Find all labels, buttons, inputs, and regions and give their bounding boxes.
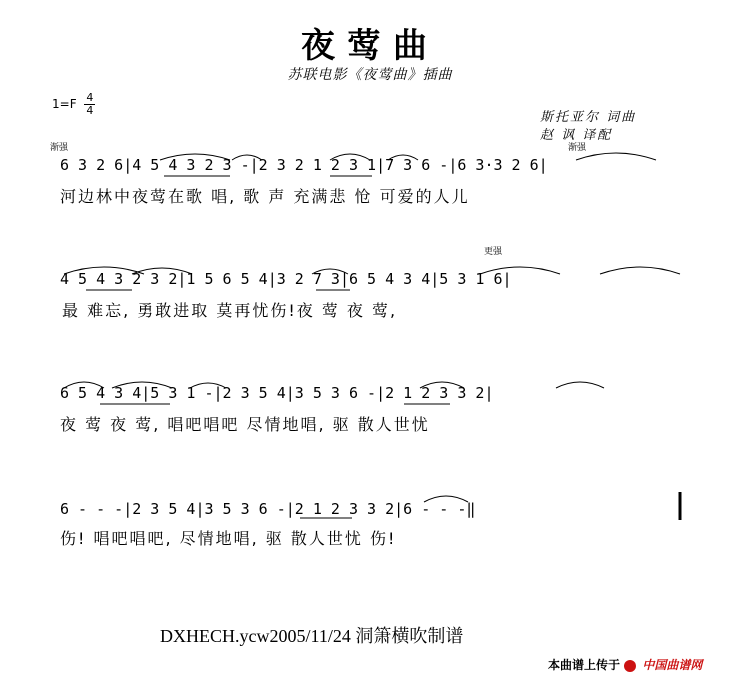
notation-line-2: 4 5 4 3 2 3 2|1 5 6 5 4|3 2 7 3|6 5 4 3 4|5 3 1 6| (60, 270, 512, 288)
score-title: 夜莺曲 (301, 26, 439, 66)
crescendo-mark-1: 渐强 (50, 143, 69, 153)
composer-credit: 斯托亚尔 词曲 (540, 110, 637, 125)
key-label: 1=F (52, 97, 77, 111)
time-bottom: 4 (86, 104, 94, 117)
score-subtitle: 苏联电影《夜莺曲》插曲 (287, 67, 453, 83)
lyrics-line-3: 夜 莺 夜 莺, 唱吧唱吧 尽情地唱, 驱 散人世忧 (60, 415, 430, 434)
translator-credit: 赵 讽 译配 (540, 128, 613, 143)
upload-prefix: 本曲谱上传于 (548, 658, 621, 672)
stronger-mark: 更强 (484, 247, 503, 257)
site-name-link[interactable]: 中国曲谱网 (642, 658, 703, 672)
notation-line-3: 6 5 4 3 4|5 3 1 -|2 3 5 4|3 5 3 6 -|2 1 2 3 3 2| (60, 384, 494, 402)
upload-notice (548, 656, 702, 673)
lyrics-line-1: 河边林中夜莺在歌 唱, 歌 声 充满悲 怆 可爱的人儿 (60, 187, 470, 206)
transcriber-footer: DXHECH.ycw2005/11/24 洞箫横吹制谱 (160, 626, 464, 646)
notation-line-1: 6 3 2 6|4 5 4 3 2 3 -|2 3 2 1 2 3 1|7 3 6 -|6 3·3 2 6| (60, 156, 548, 174)
lyrics-line-4: 伤! 唱吧唱吧, 尽情地唱, 驱 散人世忧 伤! (60, 529, 397, 548)
site-logo-icon (624, 660, 636, 672)
time-top: 4 (86, 91, 94, 104)
notation-line-4: 6 - - -|2 3 5 4|3 5 3 6 -|2 1 2 3 3 2|6 - - -‖ (60, 500, 476, 518)
crescendo-mark-2: 渐强 (568, 143, 587, 153)
lyrics-line-2: 最 难忘, 勇敢进取 莫再忧伤!夜 莺 夜 莺, (62, 301, 398, 320)
